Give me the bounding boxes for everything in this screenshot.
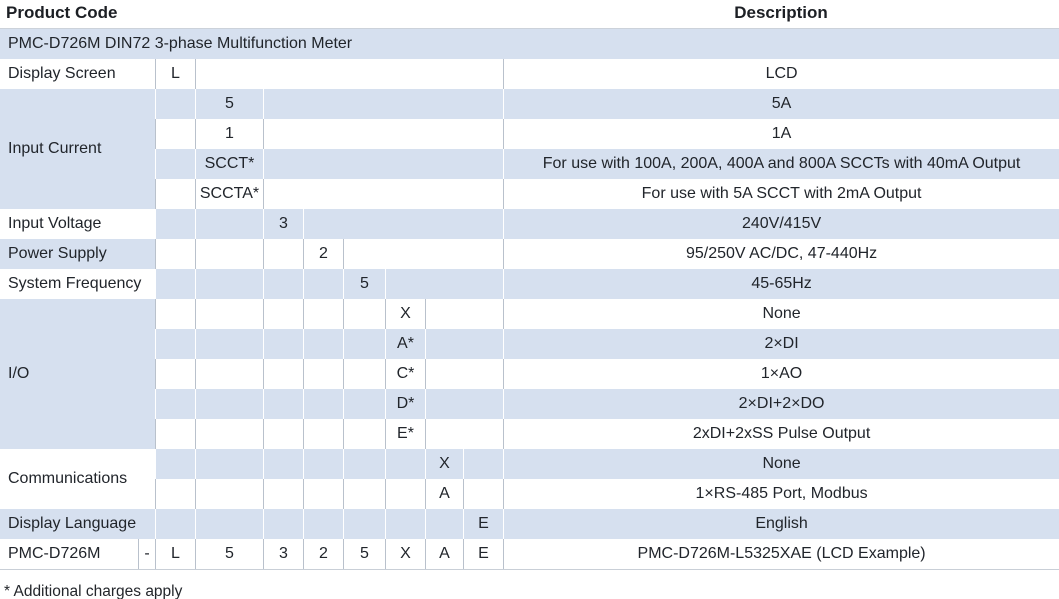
empty-cell [195,239,263,269]
empty-cell [343,329,385,359]
empty-cell [195,329,263,359]
code-cell: 5 [195,89,263,119]
empty-cell [195,449,263,479]
empty-cell [155,239,195,269]
empty-cell [195,269,263,299]
row-label-input-voltage: Input Voltage [0,209,155,239]
empty-cell [263,299,303,329]
empty-cell [343,479,385,509]
product-code-heading: Product Code [6,3,118,22]
description-cell: None [503,449,1059,479]
filler-cell [425,389,503,419]
empty-cell [343,419,385,449]
row-label-display-language: Display Language [0,509,155,539]
empty-cell [195,299,263,329]
empty-cell [155,299,195,329]
empty-cell [195,479,263,509]
empty-cell [343,389,385,419]
empty-cell [155,479,195,509]
example-code-cell: 5 [343,539,385,569]
empty-cell [155,329,195,359]
empty-cell [155,119,195,149]
filler-cell [463,479,503,509]
empty-cell [263,449,303,479]
filler-cell [425,329,503,359]
description-cell: For use with 100A, 200A, 400A and 800A SCCTs with 40mA Output [503,149,1059,179]
example-code-cell: 2 [303,539,343,569]
filler-cell [425,419,503,449]
description-cell: 1×RS-485 Port, Modbus [503,479,1059,509]
empty-cell [155,179,195,209]
empty-cell [155,419,195,449]
filler-cell [343,239,503,269]
description-cell: 240V/415V [503,209,1059,239]
code-cell: X [385,299,425,329]
description-cell: 2xDI+2xSS Pulse Output [503,419,1059,449]
table-row [0,119,1059,149]
table-row [0,299,1059,329]
description-cell: English [503,509,1059,539]
empty-cell [303,449,343,479]
product-code-table [0,28,1059,570]
filler-cell [463,449,503,479]
table-row [0,59,1059,89]
empty-cell [263,359,303,389]
empty-cell [303,419,343,449]
empty-cell [343,359,385,389]
empty-cell [263,389,303,419]
table-row [0,449,1059,479]
empty-cell [303,389,343,419]
empty-cell [303,479,343,509]
code-cell: 3 [263,209,303,239]
description-cell: None [503,299,1059,329]
empty-cell [385,509,425,539]
code-cell: X [425,449,463,479]
empty-cell [263,269,303,299]
row-label-io: I/O [0,299,155,449]
filler-cell [425,299,503,329]
empty-cell [385,449,425,479]
empty-cell [263,479,303,509]
empty-cell [303,269,343,299]
filler-cell [263,149,503,179]
row-label-system-frequency: System Frequency [0,269,155,299]
row-label-communications: Communications [0,449,155,509]
empty-cell [343,509,385,539]
empty-cell [303,509,343,539]
example-separator-cell: - [138,539,155,569]
table-row [0,209,1059,239]
description-cell: For use with 5A SCCT with 2mA Output [503,179,1059,209]
example-description-cell: PMC-D726M-L5325XAE (LCD Example) [503,539,1059,569]
footnote: * Additional charges apply [4,583,183,599]
empty-cell [303,299,343,329]
empty-cell [343,299,385,329]
row-label-display-screen: Display Screen [0,59,155,89]
description-cell: 2×DI+2×DO [503,389,1059,419]
description-cell: 1A [503,119,1059,149]
example-code-cell: A [425,539,463,569]
empty-cell [195,419,263,449]
example-code-cell: 5 [195,539,263,569]
empty-cell [195,509,263,539]
code-cell: 1 [195,119,263,149]
code-cell: D* [385,389,425,419]
table-row [0,359,1059,389]
empty-cell [263,329,303,359]
description-cell: 5A [503,89,1059,119]
empty-cell [155,209,195,239]
filler-cell [385,269,503,299]
table-row [0,419,1059,449]
empty-cell [155,449,195,479]
table-row [0,89,1059,119]
code-cell: 2 [303,239,343,269]
code-cell: E* [385,419,425,449]
description-cell: 95/250V AC/DC, 47-440Hz [503,239,1059,269]
empty-cell [155,509,195,539]
example-model-cell: PMC-D726M [0,539,138,569]
table-row [0,29,1059,59]
empty-cell [303,329,343,359]
filler-cell [263,89,503,119]
empty-cell [155,89,195,119]
code-cell: SCCTA* [195,179,263,209]
code-cell: L [155,59,195,89]
example-row [0,539,1059,569]
table-row [0,329,1059,359]
empty-cell [425,509,463,539]
product-line-cell: PMC-D726M DIN72 3-phase Multifunction Meter [0,29,1059,59]
description-cell: LCD [503,59,1059,89]
code-cell: A* [385,329,425,359]
example-code-cell: L [155,539,195,569]
example-code-cell: X [385,539,425,569]
code-cell: E [463,509,503,539]
empty-cell [155,359,195,389]
empty-cell [155,389,195,419]
empty-cell [155,269,195,299]
filler-cell [425,359,503,389]
empty-cell [155,149,195,179]
empty-cell [385,479,425,509]
example-code-cell: 3 [263,539,303,569]
filler-cell [263,179,503,209]
description-heading: Description [734,3,828,22]
filler-cell [303,209,503,239]
table-row [0,179,1059,209]
row-label-input-current: Input Current [0,89,155,209]
row-label-power-supply: Power Supply [0,239,155,269]
table-row [0,269,1059,299]
code-cell: 5 [343,269,385,299]
table-row [0,239,1059,269]
empty-cell [263,239,303,269]
table-row [0,509,1059,539]
empty-cell [195,209,263,239]
empty-cell [195,359,263,389]
empty-cell [195,389,263,419]
description-cell: 2×DI [503,329,1059,359]
empty-cell [263,419,303,449]
code-cell: SCCT* [195,149,263,179]
filler-cell [263,119,503,149]
table-row [0,479,1059,509]
filler-cell [195,59,503,89]
empty-cell [303,359,343,389]
empty-cell [343,449,385,479]
description-cell: 45-65Hz [503,269,1059,299]
empty-cell [263,509,303,539]
code-cell: C* [385,359,425,389]
table-header [0,0,1059,28]
description-cell: 1×AO [503,359,1059,389]
code-cell: A [425,479,463,509]
table-row [0,389,1059,419]
example-code-cell: E [463,539,503,569]
table-row [0,149,1059,179]
